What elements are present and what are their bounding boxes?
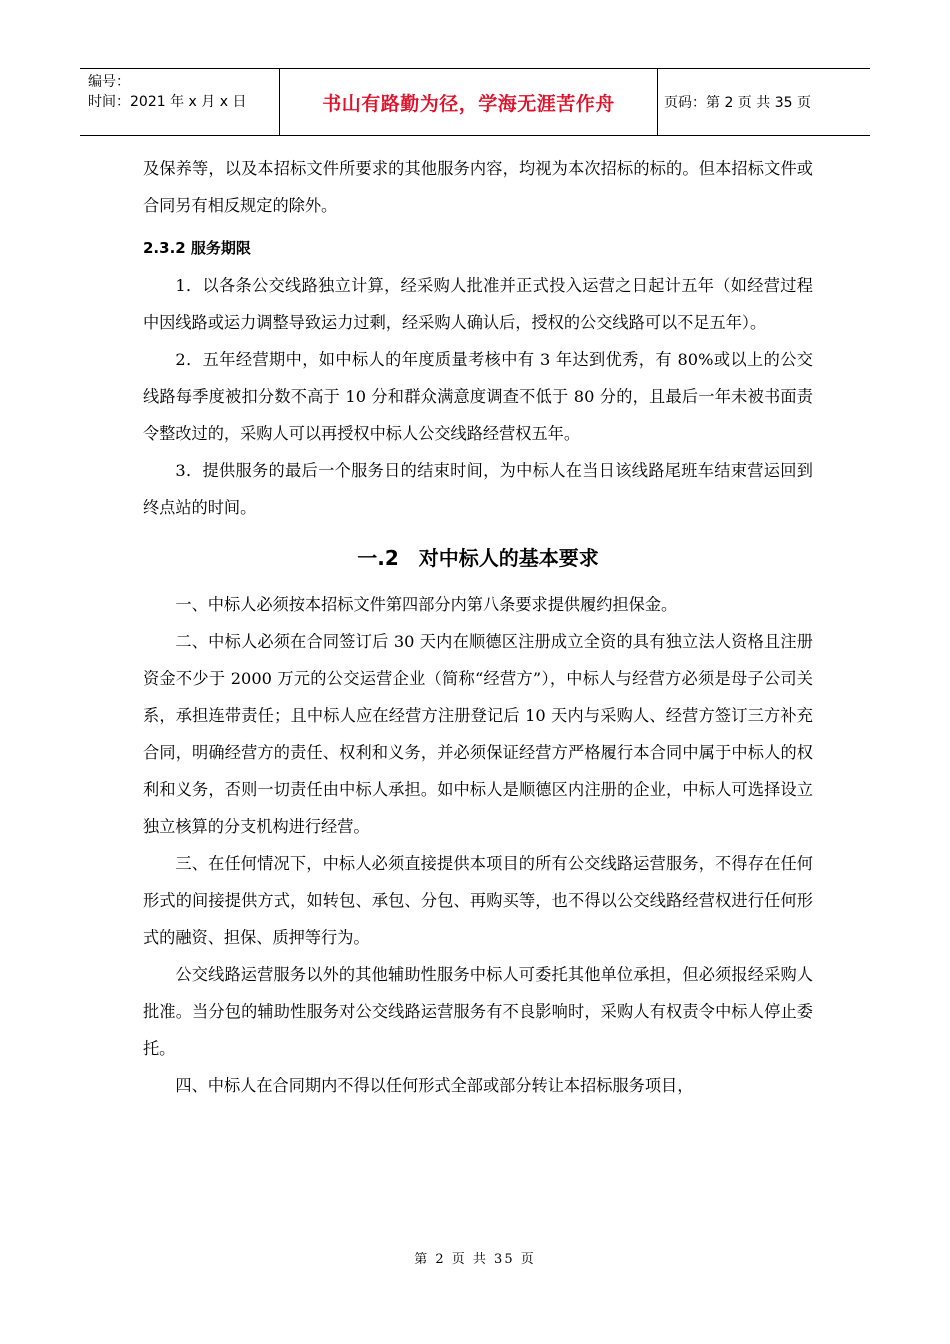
paragraph-requirement-1: 一、中标人必须按本招标文件第四部分内第八条要求提供履约担保金。: [175, 595, 678, 614]
paragraph-requirement-4: 四、中标人在合同期内不得以任何形式全部或部分转让本招标服务项目，: [175, 1076, 694, 1095]
paragraph-term-1: 1．以各条公交线路独立计算，经采购人批准并正式投入运营之日起计五年（如经营过程中因线路或运力调整导致运力过剩，经采购人确认后，授权的公交线路可以不足五年）。: [143, 276, 813, 332]
document-number-label: 编号：: [88, 74, 130, 90]
paragraph-requirement-2: 二、中标人必须在合同签订后 30 天内在顺德区注册成立全资的具有独立法人资格且注册资金不少于 2000 万元的公交运营企业（简称“经营方”），中标人与经营方必须是母子公司关系，承担连带责任；且中标人应在经营方注册登记后 10 天内与采购人、经营方签订三方补充合同，明确经营方的责任、权利和义务，并必须保证经营方严格履行本合同中属于中标人的权利和义务，否则一切责任由中标人承担。如中标人是顺德区内注册的企业，中标人可选择设立独立核算的分支机构进行经营。: [143, 632, 813, 836]
subheading-service-period: 2.3.2 服务期限: [143, 239, 251, 257]
paragraph-intro: 及保养等，以及本招标文件所要求的其他服务内容，均视为本次招标的标的。但本招标文件或合同另有相反规定的除外。: [143, 159, 813, 215]
paragraph-requirement-3: 三、在任何情况下，中标人必须直接提供本项目的所有公交线路运营服务，不得存在任何形式的间接提供方式，如转包、承包、分包、再购买等，也不得以公交线路经营权进行任何形式的融资、担保、质押等行为。: [143, 854, 813, 947]
header-meta: [80, 69, 280, 135]
header-page-info: 页码：第 2 页 共 35 页: [664, 95, 811, 111]
section-heading: 一.2 对中标人的基本要求: [357, 546, 599, 570]
document-body: [143, 150, 813, 1104]
paragraph-requirement-3b: 公交线路运营服务以外的其他辅助性服务中标人可委托其他单位承担，但必须报经采购人批准。当分包的辅助性服务对公交线路运营服务有不良影响时，采购人有权责令中标人停止委托。: [143, 965, 813, 1058]
page-footer: 第 2 页 共 35 页: [414, 1252, 536, 1267]
document-date: 时间：2021 年 x 月 x 日: [88, 94, 247, 110]
header-motto: 书山有路勤为径，学海无涯苦作舟: [280, 69, 658, 135]
paragraph-term-2: 2．五年经营期中，如中标人的年度质量考核中有 3 年达到优秀，有 80%或以上的公交线路每季度被扣分数不高于 10 分和群众满意度调查不低于 80 分的，且最后一年未被书面责令整改过的，采购人可以再授权中标人公交线路经营权五年。: [143, 350, 813, 443]
paragraph-term-3: 3．提供服务的最后一个服务日的结束时间，为中标人在当日该线路尾班车结束营运回到终点站的时间。: [143, 461, 813, 517]
page-header: [80, 68, 870, 136]
